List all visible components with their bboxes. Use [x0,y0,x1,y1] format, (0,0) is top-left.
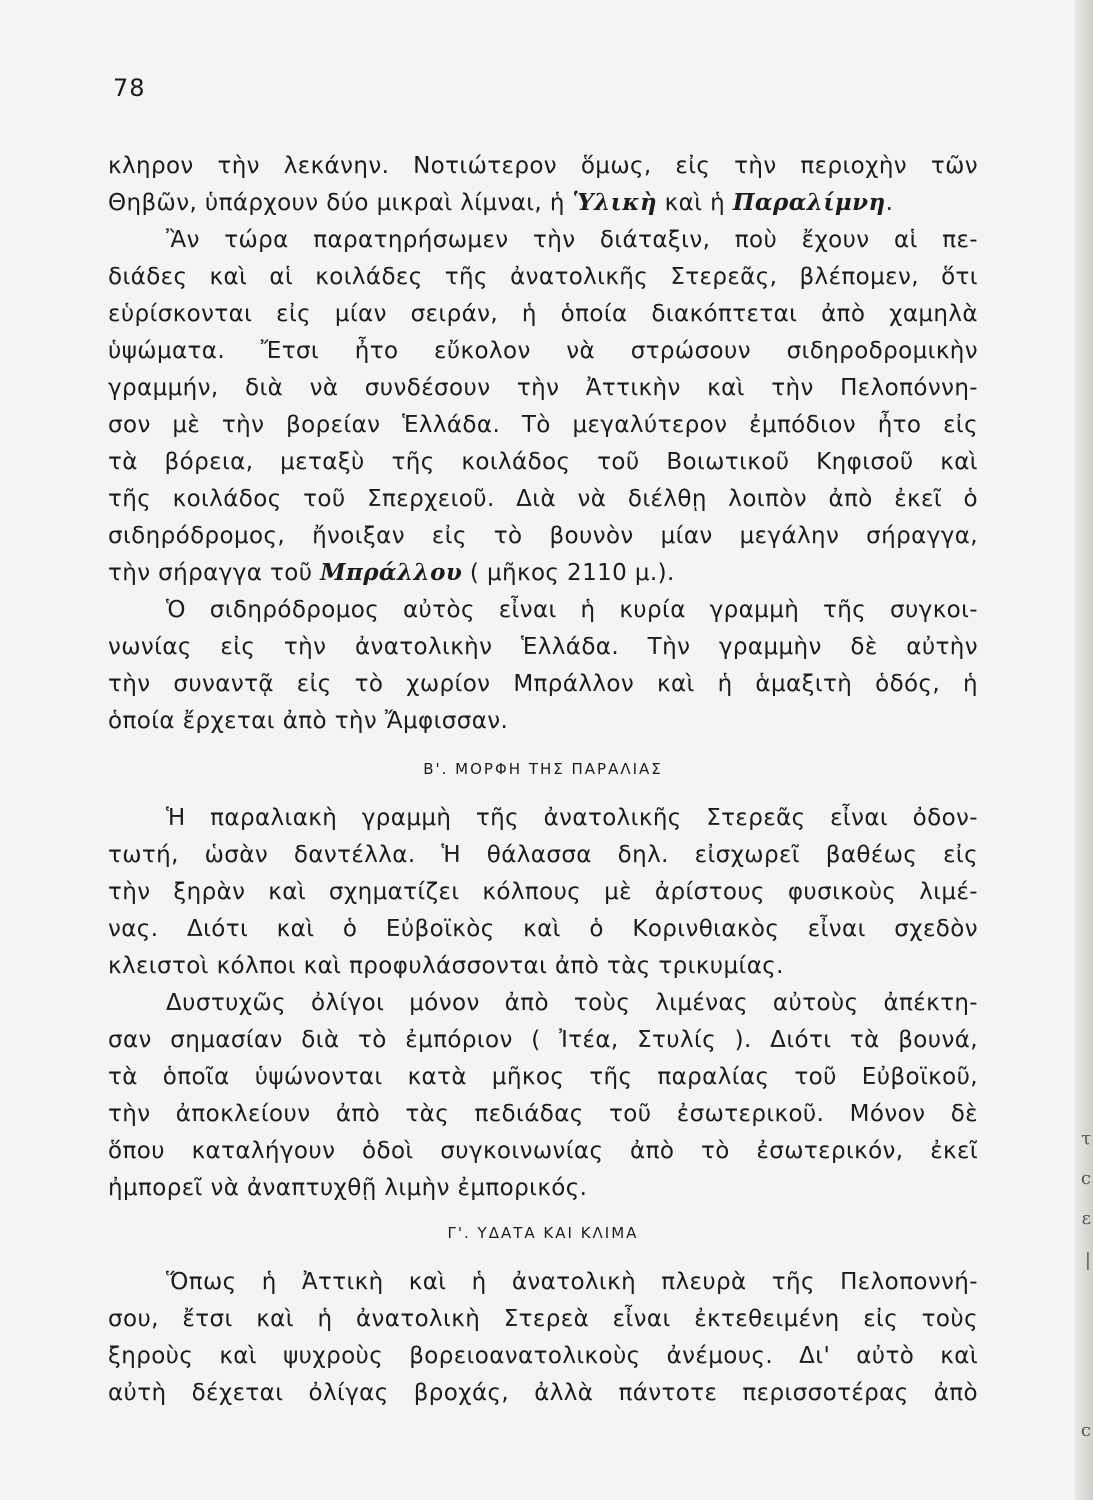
text-line: εὑρίσκονται εἰς μίαν σειράν, ἡ ὁποία διακόπτεται ἀπὸ χαμηλὰ [108,301,978,327]
text-line [108,185,978,221]
text-line: ἠμπορεῖ νὰ ἀναπτυχθῇ λιμὴν ἐμπορικός. [108,1175,588,1201]
text-line: Ἡ παραλιακὴ γραμμὴ τῆς ἀνατολικῆς Στερεᾶς εἶναι ὀδον- [166,805,978,831]
text-span: τὴν σήραγγα τοῦ [108,560,321,586]
section-heading: Β'. ΜΟΡΦΗ ΤΗΣ ΠΑΡΑΛΙΑΣ [423,760,663,778]
text-line: σον μὲ τὴν βορείαν Ἑλλάδα. Τὸ μεγαλύτερον ἐμπόδιον ἦτο εἰς [108,412,978,438]
text-line: τωτή, ὡσὰν δαντέλλα. Ἡ θάλασσα δηλ. εἰσχωρεῖ βαθέως εἰς [108,842,978,868]
margin-glyph: τ [1081,1128,1091,1149]
text-line [108,555,978,591]
text-line: τὴν ἀποκλείουν ἀπὸ τὰς πεδιάδας τοῦ ἐσωτερικοῦ. Μόνον δὲ [108,1101,978,1127]
emphasis-place-name: Παραλίμνη [732,189,886,216]
section-heading: Γ'. ΥΔΑΤΑ ΚΑΙ ΚΛΙΜΑ [447,1224,639,1242]
text-line: τὰ βόρεια, μεταξὺ τῆς κοιλάδος τοῦ Βοιωτικοῦ Κηφισοῦ καὶ [108,449,978,475]
text-line: Ὅπως ἡ Ἀττικὴ καὶ ἡ ἀνατολικὴ πλευρὰ τῆς Πελοποννή- [166,1269,978,1295]
text-line: αὐτὴ δέχεται ὀλίγας βροχάς, ἀλλὰ πάντοτε περισσοτέρας ἀπὸ [108,1380,978,1406]
text-line: τὴν συναντᾷ εἰς τὸ χωρίον Μπράλλον καὶ ἡ ἁμαξιτὴ ὁδός, ἡ [108,671,978,697]
emphasis-place-name: Ὑλικὴ [572,189,657,216]
text-line: σιδηρόδρομος, ἤνοιξαν εἰς τὸ βουνὸν μίαν μεγάλην σήραγγα, [108,523,978,549]
text-span: . [885,190,894,216]
text-span: Θηβῶν, ὑπάρχουν δύο μικραὶ λίμναι, ἡ [108,190,573,216]
text-line: σου, ἔτσι καὶ ἡ ἀνατολικὴ Στερεὰ εἶναι ἐκτεθειμένη εἰς τοὺς [108,1306,978,1332]
text-line: διάδες καὶ αἱ κοιλάδες τῆς ἀνατολικῆς Στερεᾶς, βλέπομεν, ὅτι [108,264,978,290]
text-line: νας. Διότι καὶ ὁ Εὐβοϊκὸς καὶ ὁ Κορινθιακὸς εἶναι σχεδὸν [108,916,978,942]
page-number: 78 [113,74,146,102]
text-line: τῆς κοιλάδος τοῦ Σπερχειοῦ. Διὰ νὰ διέλθῃ λοιπὸν ἀπὸ ἐκεῖ ὁ [108,486,978,512]
text-line: κλειστοὶ κόλποι καὶ προφυλάσσονται ἀπὸ τὰς τρικυμίας. [108,953,784,979]
text-line: νωνίας εἰς τὴν ἀνατολικὴν Ἑλλάδα. Τὴν γραμμὴν δὲ αὐτὴν [108,634,978,660]
text-line: τὰ ὁποῖα ὑψώνονται κατὰ μῆκος τῆς παραλίας τοῦ Εὐβοϊκοῦ, [108,1064,978,1090]
text-line: ὁποία ἔρχεται ἀπὸ τὴν Ἄμφισσαν. [108,708,509,734]
text-line: ὑψώματα. Ἔτσι ἦτο εὔκολον νὰ στρώσουν σιδηροδρομικὴν [108,338,978,364]
text-line: γραμμήν, διὰ νὰ συνδέσουν τὴν Ἀττικὴν καὶ τὴν Πελοπόννη- [108,375,978,401]
page-edge-shadow [1075,0,1093,1500]
text-line: σαν σημασίαν διὰ τὸ ἐμπόριον ( Ἰτέα, Στυλίς ). Διότι τὰ βουνά, [108,1027,978,1053]
text-span: καὶ ἡ [656,190,733,216]
text-line: ὅπου καταλήγουν ὁδοὶ συγκοινωνίας ἀπὸ τὸ ἐσωτερικόν, ἐκεῖ [108,1138,978,1164]
margin-glyph: | [1084,1250,1091,1271]
text-line: τὴν ξηρὰν καὶ σχηματίζει κόλπους μὲ ἀρίστους φυσικοὺς λιμέ- [108,879,978,905]
text-line: Ὁ σιδηρόδρομος αὐτὸς εἶναι ἡ κυρία γραμμὴ τῆς συγκοι- [166,597,978,623]
text-line: κληρον τὴν λεκάνην. Νοτιώτερον ὅμως, εἰς τὴν περιοχὴν τῶν [108,153,978,179]
margin-glyph: ε [1081,1208,1091,1229]
text-line: ξηροὺς καὶ ψυχροὺς βορειοανατολικοὺς ἀνέμους. Δι' αὐτὸ καὶ [108,1343,978,1369]
margin-glyph: c [1080,1420,1091,1441]
text-line: Ἂν τώρα παρατηρήσωμεν τὴν διάταξιν, ποὺ ἔχουν αἱ πε- [166,227,978,253]
margin-glyph: c [1080,1168,1091,1189]
text-line: Δυστυχῶς ὀλίγοι μόνον ἀπὸ τοὺς λιμένας αὐτοὺς ἀπέκτη- [166,990,978,1016]
text-span: ( μῆκος 2110 μ.). [462,560,675,586]
emphasis-place-name: Μπράλλου [320,559,463,586]
